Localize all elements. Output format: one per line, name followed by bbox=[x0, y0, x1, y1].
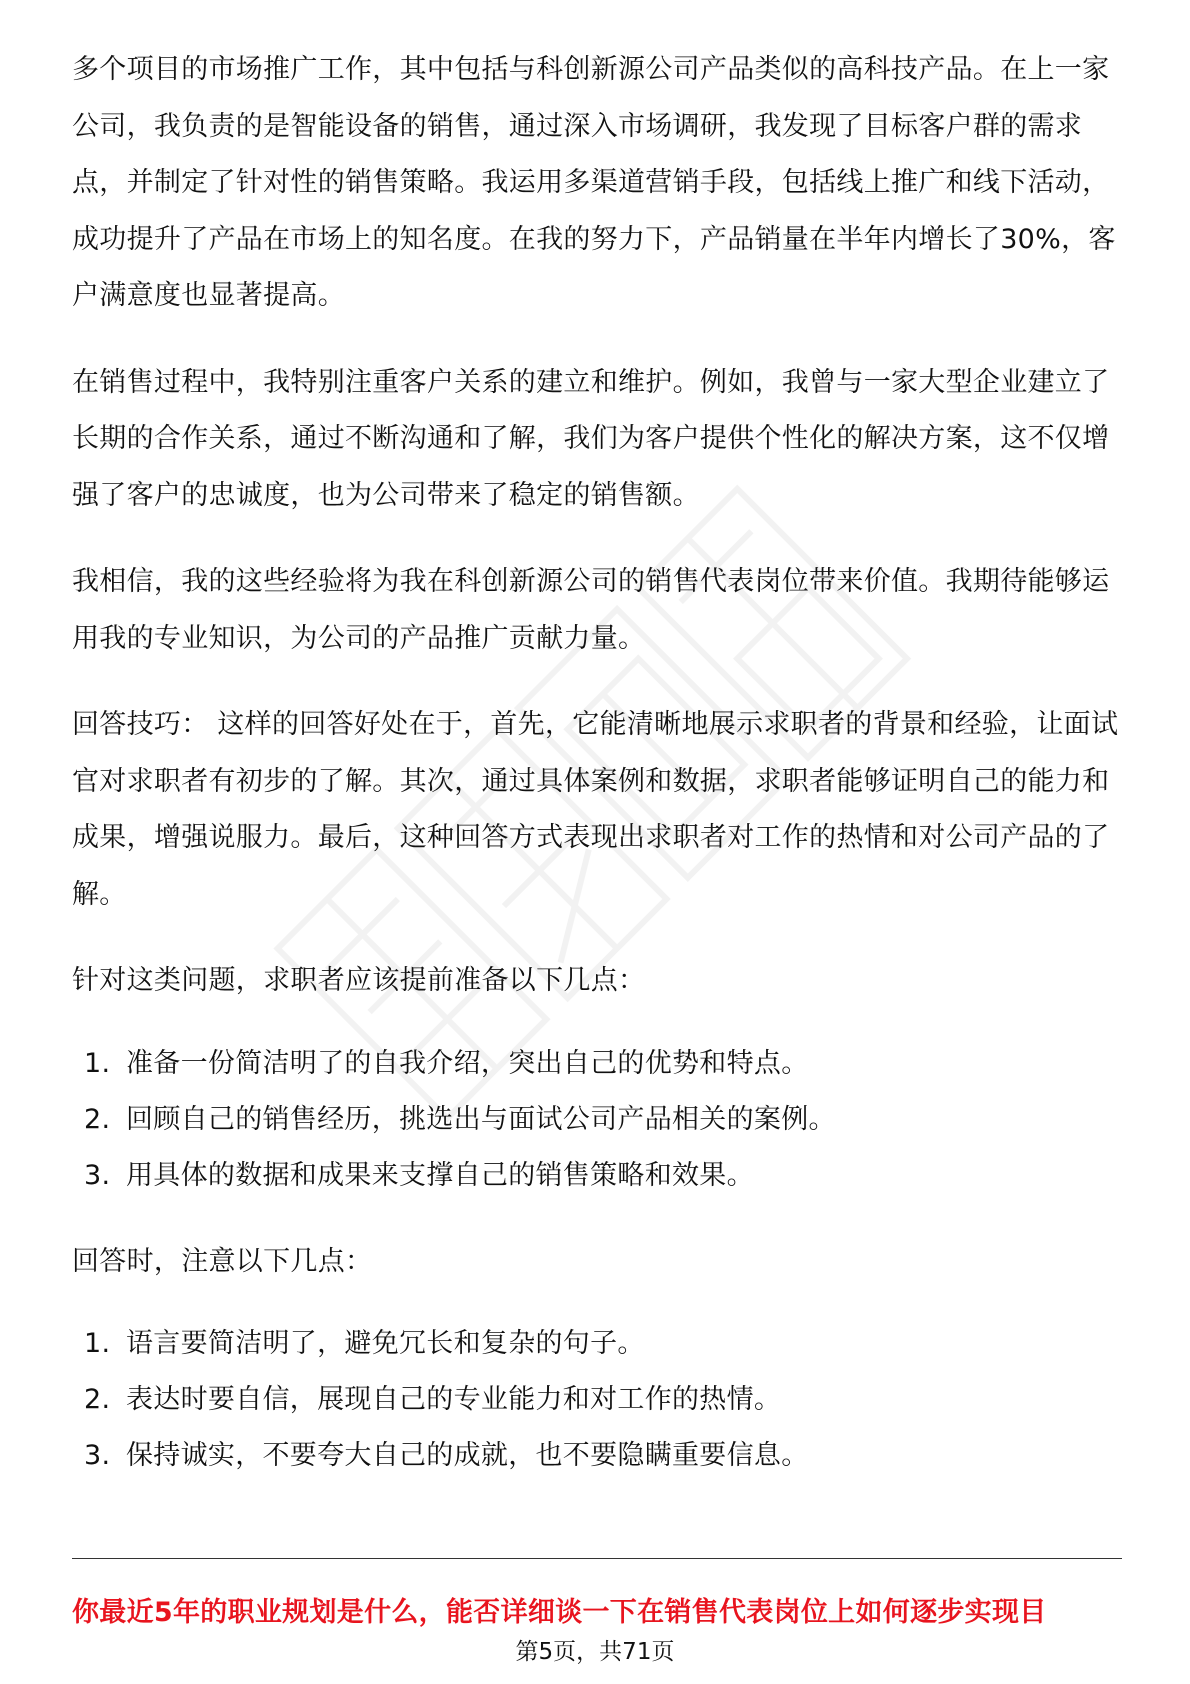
footer-divider bbox=[72, 1558, 1122, 1559]
list-item-number: 1. bbox=[84, 1047, 111, 1079]
document-body bbox=[72, 42, 1122, 1514]
list-item-text: 回顾自己的销售经历，挑选出与面试公司产品相关的案例。 bbox=[126, 1103, 836, 1135]
paragraph-experience: 多个项目的市场推广工作，其中包括与科创新源公司产品类似的高科技产品。在上一家公司，我负责的是智能设备的销售，通过深入市场调研，我发现了目标客户群的需求点，并制定了针对性的销售策略。我运用多渠道营销手段，包括线上推广和线下活动，成功提升了产品在市场上的知名度。在我的努力下，产品销量在半年内增长了30%，客户满意度也显著提高。 bbox=[72, 54, 1116, 311]
paragraph-answer-tips: 回答技巧： 这样的回答好处在于，首先，它能清晰地展示求职者的背景和经验，让面试官对求职者有初步的了解。其次，通过具体案例和数据，求职者能够证明自己的能力和成果，增强说服力。最后，这种回答方式表现出求职者对工作的热情和对公司产品的了解。 bbox=[72, 709, 1119, 910]
paragraph-customer-relations: 在销售过程中，我特别注重客户关系的建立和维护。例如，我曾与一家大型企业建立了长期的合作关系，通过不断沟通和了解，我们为客户提供个性化的解决方案，这不仅增强了客户的忠诚度，也为公司带来了稳定的销售额。 bbox=[72, 366, 1110, 511]
list-item-number: 1. bbox=[84, 1328, 111, 1359]
list-item-number: 3. bbox=[84, 1440, 111, 1471]
answer-list bbox=[72, 1316, 1122, 1484]
list-item-number: 2. bbox=[84, 1103, 111, 1135]
list-item bbox=[72, 1148, 1122, 1204]
list-item bbox=[72, 1316, 1122, 1372]
list-item bbox=[72, 1372, 1122, 1428]
list-item-text: 用具体的数据和成果来支撑自己的销售策略和效果。 bbox=[126, 1159, 754, 1191]
list-item bbox=[72, 1036, 1122, 1092]
paragraph-prepare-intro: 针对这类问题，求职者应该提前准备以下几点： bbox=[72, 965, 646, 996]
next-question-link[interactable]: 你最近5年的职业规划是什么，能否详细谈一下在销售代表岗位上如何逐步实现目 bbox=[72, 1597, 1047, 1628]
list-item-text: 保持诚实，不要夸大自己的成就，也不要隐瞒重要信息。 bbox=[126, 1440, 809, 1471]
list-item-text: 准备一份简洁明了的自我介绍，突出自己的优势和特点。 bbox=[126, 1047, 809, 1079]
paragraph-value: 我相信，我的这些经验将为我在科创新源公司的销售代表岗位带来价值。我期待能够运用我的专业知识，为公司的产品推广贡献力量。 bbox=[72, 566, 1110, 654]
list-item-number: 2. bbox=[84, 1384, 111, 1415]
list-item-text: 表达时要自信，展现自己的专业能力和对工作的热情。 bbox=[126, 1384, 782, 1415]
paragraph-answer-intro: 回答时，注意以下几点： bbox=[72, 1245, 373, 1277]
page-number: 第5页，共71页 bbox=[515, 1639, 675, 1665]
list-item-text: 语言要简洁明了，避免冗长和复杂的句子。 bbox=[126, 1328, 645, 1359]
list-item bbox=[72, 1428, 1122, 1484]
prepare-list bbox=[72, 1036, 1122, 1204]
list-item-number: 3. bbox=[84, 1159, 111, 1191]
list-item bbox=[72, 1092, 1122, 1148]
